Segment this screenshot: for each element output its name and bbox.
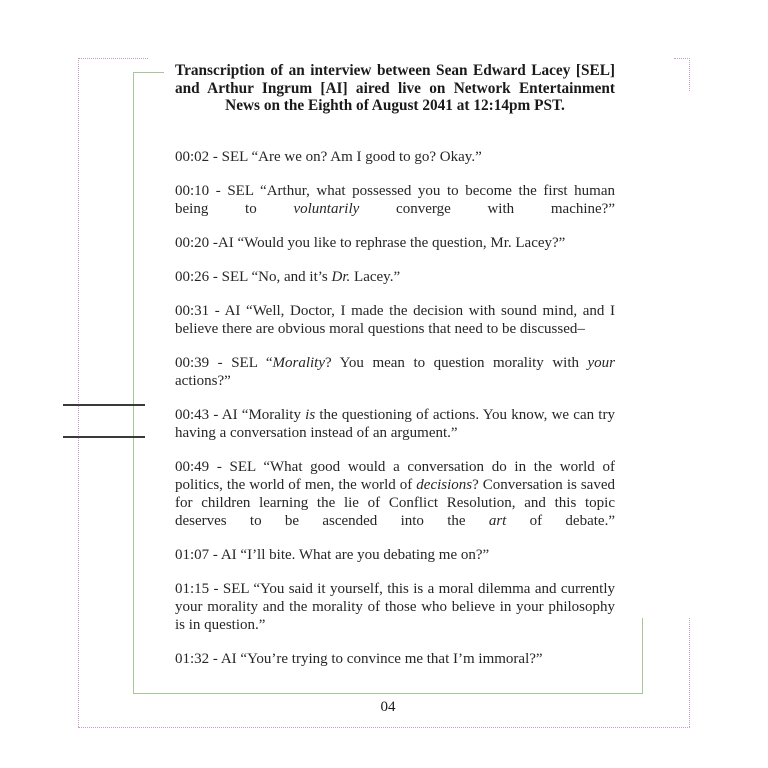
transcript-entry (175, 268, 615, 286)
entry-text: 01:32 - AI “You’re trying to convince me that I’m immoral?” (175, 650, 543, 667)
transcript-content (175, 62, 615, 668)
green-border-bottom (133, 693, 643, 694)
entry-text: 00:31 - AI “Well, Doctor, I made the decision with sound mind, and I believe there are obvious moral questions that need to be discussed– (175, 302, 615, 337)
transcript-entries (175, 148, 615, 668)
entry-text: the questioning of actions. You know, we can try having a conversation instead of an argument.” (175, 406, 615, 441)
entry-text-italic: art (488, 512, 507, 529)
margin-rule-lower (63, 436, 145, 438)
pink-dotted-border-right (689, 618, 690, 727)
pink-dotted-border-left (78, 58, 79, 727)
page-number: 04 (380, 699, 396, 715)
entry-text-italic: Dr. (331, 268, 351, 285)
entry-text-italic: your (587, 354, 615, 371)
entry-text: 00:20 -AI “Would you like to rephrase the question, Mr. Lacey?” (175, 234, 566, 251)
entry-text-italic: Morality (272, 354, 325, 371)
transcript-entry (175, 182, 615, 218)
entry-text: ? You mean to question morality with (324, 354, 588, 371)
entry-text: of debate.” (506, 512, 615, 529)
entry-text: 00:43 - AI “Morality (175, 406, 306, 423)
entry-text: 00:02 - SEL “Are we on? Am I good to go? Okay.” (175, 148, 482, 165)
page-title: Transcription of an interview between Sean Edward Lacey [SEL] and Arthur Ingrum [AI] aired live on Network Entertainment News on the Eighth of August 2041 at 12:14pm PST. (175, 62, 615, 114)
margin-rule-upper (63, 404, 145, 406)
transcript-entry (175, 148, 615, 166)
entry-text-italic: decisions (416, 476, 473, 493)
entry-text: 00:26 - SEL “No, and it’s (175, 268, 332, 285)
entry-text: 00:39 - SEL “ (175, 354, 273, 371)
transcript-entry (175, 406, 615, 442)
entry-text: 00:10 - SEL “Arthur, what possessed you to become the first human being to (175, 182, 615, 217)
entry-text: converge with machine?” (359, 200, 615, 217)
entry-text: Lacey.” (350, 268, 401, 285)
entry-text: ? Conversation is saved for children learning the lie of Conflict Resolution, and this topic deserves to be ascended into the (175, 476, 615, 529)
transcript-entry (175, 234, 615, 252)
transcript-entry (175, 302, 615, 338)
entry-text: 01:07 - AI “I’ll bite. What are you debating me on?” (175, 546, 490, 563)
entry-text: 00:49 - SEL “What good would a conversation do in the world of politics, the world of men, the world of (175, 458, 615, 493)
entry-text-italic: voluntarily (293, 200, 360, 217)
pink-dotted-border-top-right-arm (689, 58, 690, 91)
entry-text-italic: is (305, 406, 316, 423)
pink-dotted-border-top-right (674, 58, 690, 59)
green-border-right (642, 618, 643, 693)
pink-dotted-border-bottom (78, 727, 690, 728)
entry-text: actions?” (175, 372, 231, 389)
entry-text: 01:15 - SEL “You said it yourself, this is a moral dilemma and currently your morality and the morality of those who believe in your philosophy is in question.” (175, 580, 615, 633)
green-border-left (133, 72, 134, 693)
pink-dotted-border-top-left (78, 58, 148, 59)
green-border-top-arm (133, 72, 164, 73)
transcript-entry (175, 580, 615, 634)
transcript-entry (175, 458, 615, 530)
transcript-entry (175, 354, 615, 390)
transcript-entry (175, 546, 615, 564)
transcript-entry (175, 650, 615, 668)
